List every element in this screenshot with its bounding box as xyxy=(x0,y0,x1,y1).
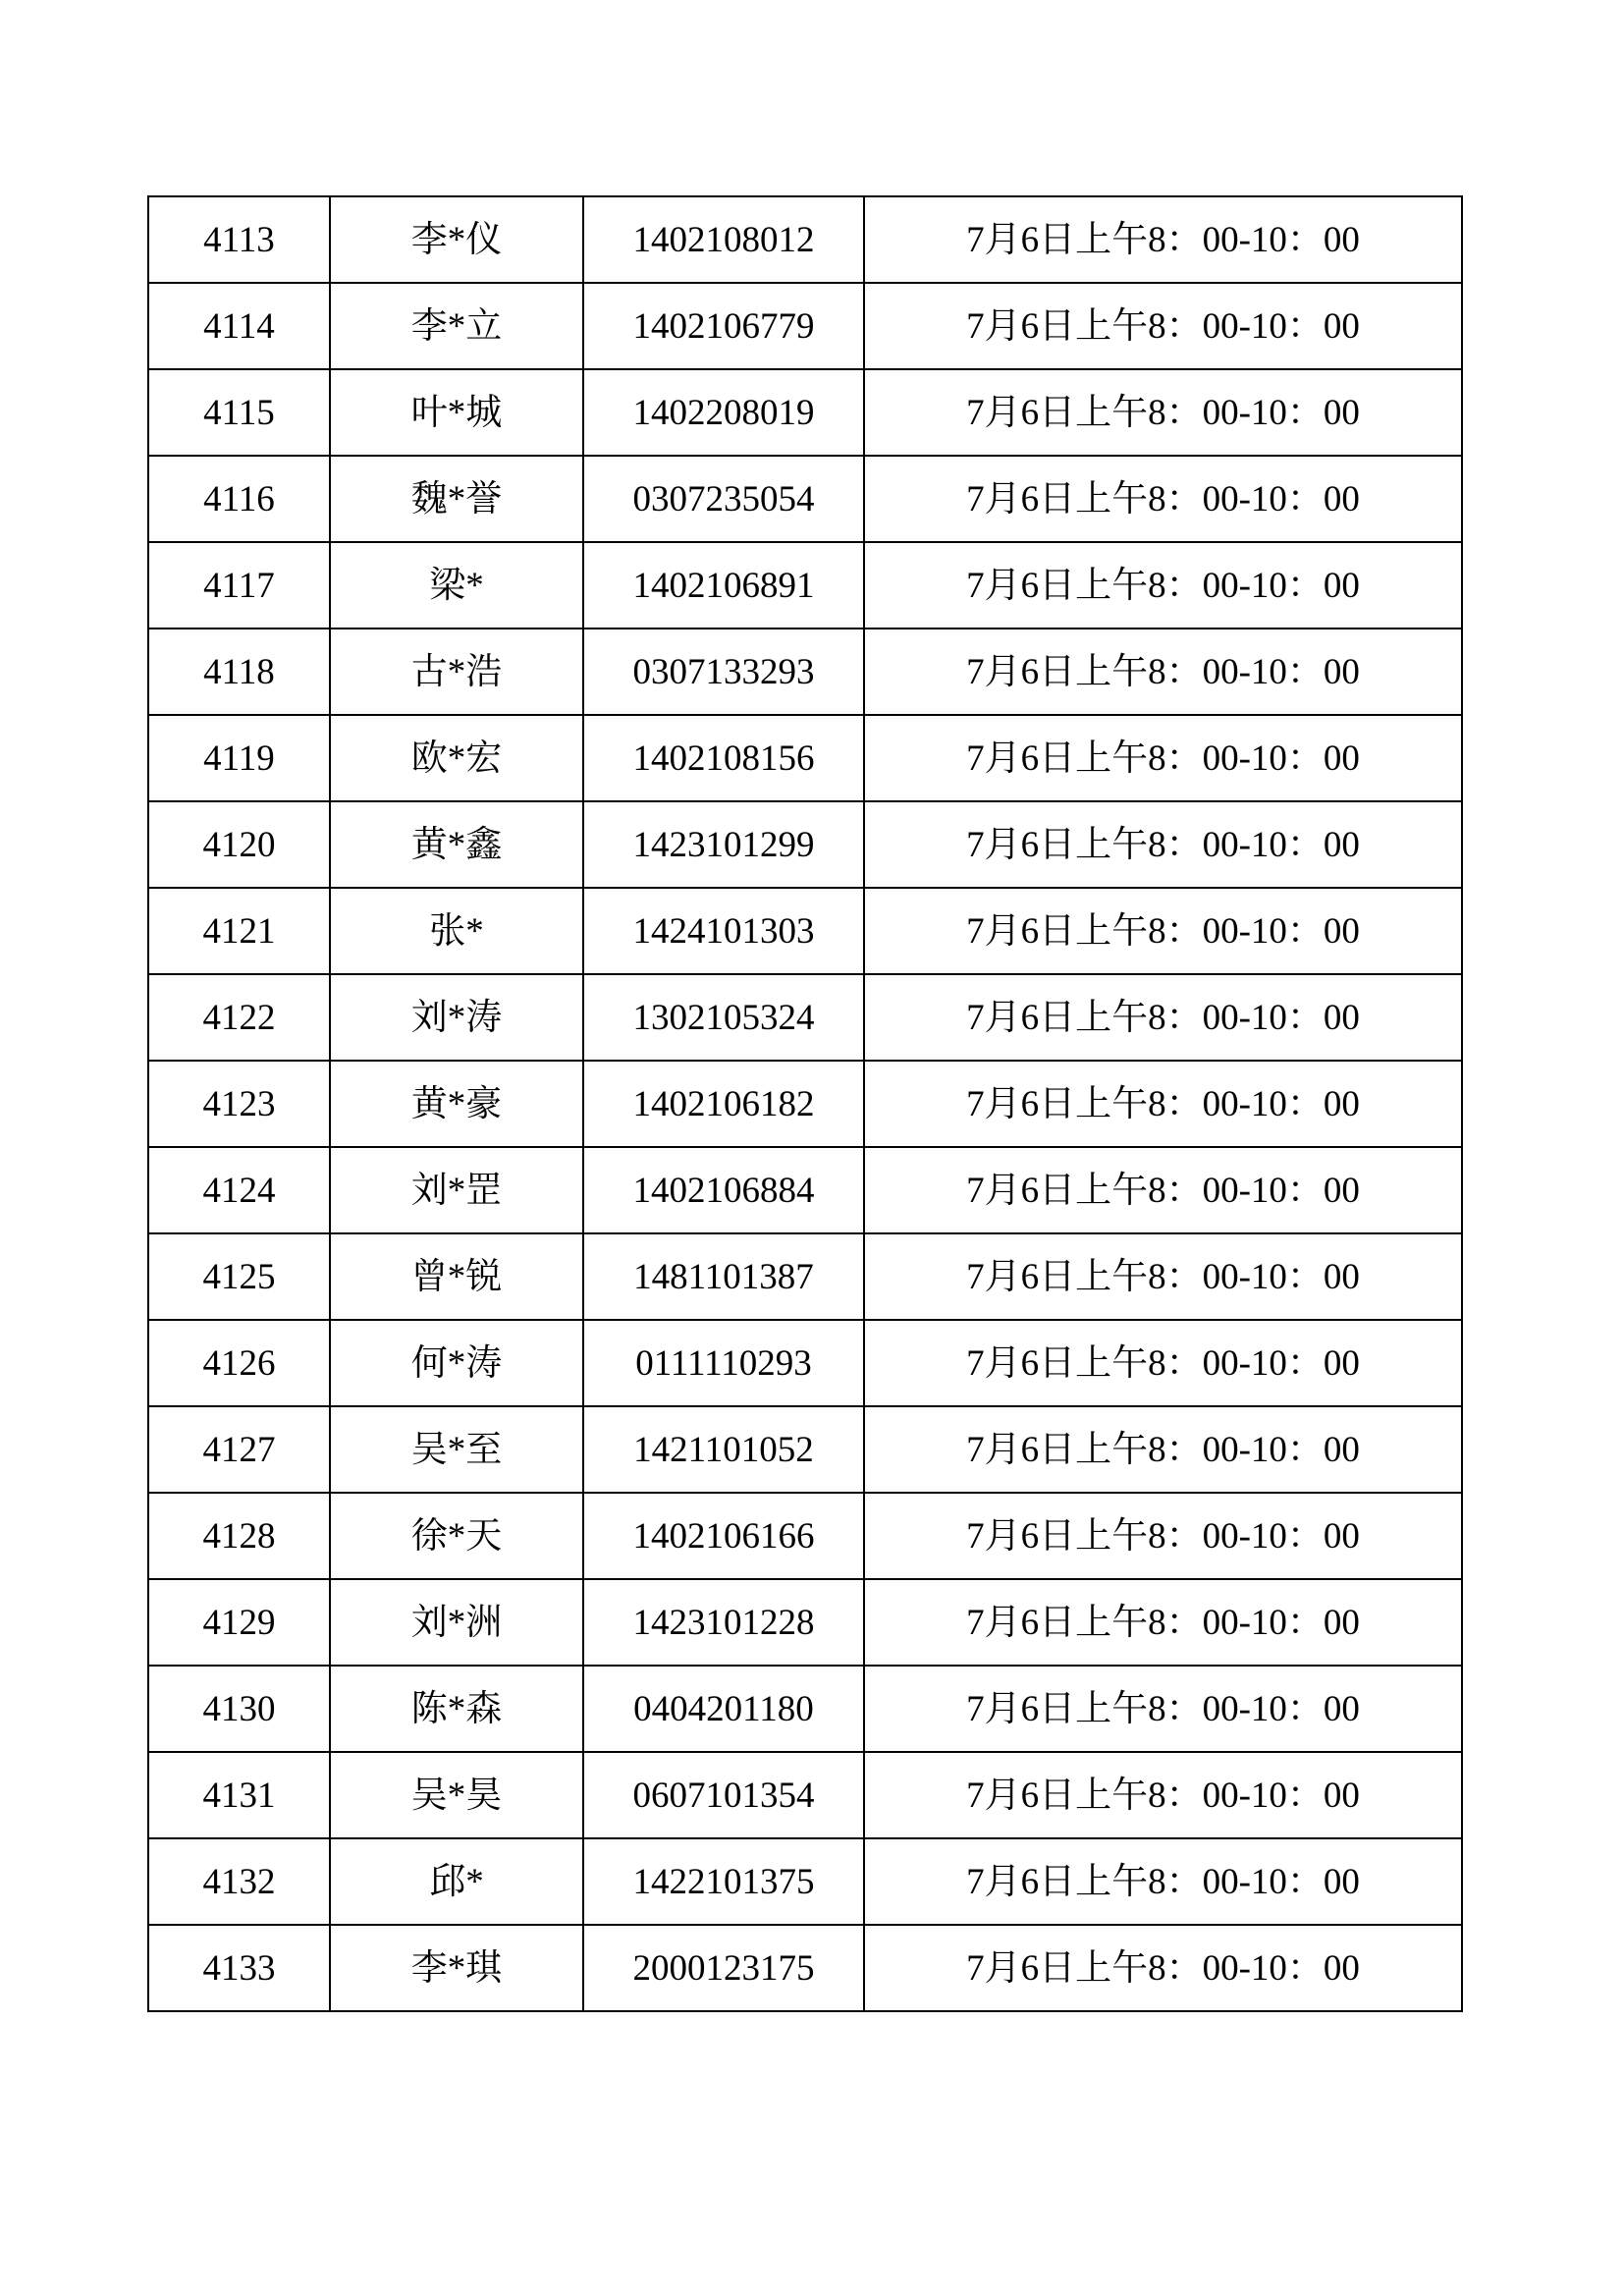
name-cell: 魏*誉 xyxy=(330,456,583,542)
table-row xyxy=(148,888,1462,974)
name-cell: 何*涛 xyxy=(330,1320,583,1406)
seq-cell: 4125 xyxy=(148,1233,330,1320)
time-cell: 7月6日上午8：00-10：00 xyxy=(864,888,1462,974)
name-cell: 徐*天 xyxy=(330,1493,583,1579)
time-cell: 7月6日上午8：00-10：00 xyxy=(864,1752,1462,1838)
name-cell: 李*仪 xyxy=(330,196,583,283)
name-cell: 李*立 xyxy=(330,283,583,369)
name-cell: 吴*昊 xyxy=(330,1752,583,1838)
table-row xyxy=(148,283,1462,369)
seq-cell: 4119 xyxy=(148,715,330,801)
id-cell: 0111110293 xyxy=(583,1320,864,1406)
id-cell: 2000123175 xyxy=(583,1925,864,2011)
seq-cell: 4129 xyxy=(148,1579,330,1666)
table-row xyxy=(148,715,1462,801)
name-cell: 张* xyxy=(330,888,583,974)
seq-cell: 4117 xyxy=(148,542,330,629)
id-cell: 0404201180 xyxy=(583,1666,864,1752)
table-row xyxy=(148,1752,1462,1838)
time-cell: 7月6日上午8：00-10：00 xyxy=(864,1061,1462,1147)
id-cell: 0607101354 xyxy=(583,1752,864,1838)
id-cell: 1402208019 xyxy=(583,369,864,456)
id-cell: 1402108156 xyxy=(583,715,864,801)
time-cell: 7月6日上午8：00-10：00 xyxy=(864,1838,1462,1925)
id-cell: 1424101303 xyxy=(583,888,864,974)
time-cell: 7月6日上午8：00-10：00 xyxy=(864,1493,1462,1579)
id-cell: 1422101375 xyxy=(583,1838,864,1925)
name-cell: 陈*森 xyxy=(330,1666,583,1752)
time-cell: 7月6日上午8：00-10：00 xyxy=(864,456,1462,542)
table-row xyxy=(148,629,1462,715)
seq-cell: 4116 xyxy=(148,456,330,542)
table-row xyxy=(148,1666,1462,1752)
table-row xyxy=(148,1838,1462,1925)
id-cell: 1423101299 xyxy=(583,801,864,888)
name-cell: 黄*鑫 xyxy=(330,801,583,888)
id-cell: 1402106166 xyxy=(583,1493,864,1579)
id-cell: 1402108012 xyxy=(583,196,864,283)
id-cell: 1421101052 xyxy=(583,1406,864,1493)
time-cell: 7月6日上午8：00-10：00 xyxy=(864,1320,1462,1406)
seq-cell: 4122 xyxy=(148,974,330,1061)
seq-cell: 4121 xyxy=(148,888,330,974)
table-row xyxy=(148,974,1462,1061)
seq-cell: 4118 xyxy=(148,629,330,715)
table-row xyxy=(148,1147,1462,1233)
seq-cell: 4133 xyxy=(148,1925,330,2011)
seq-cell: 4126 xyxy=(148,1320,330,1406)
time-cell: 7月6日上午8：00-10：00 xyxy=(864,1147,1462,1233)
name-cell: 刘*罡 xyxy=(330,1147,583,1233)
table-row xyxy=(148,801,1462,888)
time-cell: 7月6日上午8：00-10：00 xyxy=(864,1579,1462,1666)
table-row xyxy=(148,1233,1462,1320)
time-cell: 7月6日上午8：00-10：00 xyxy=(864,1666,1462,1752)
table-row xyxy=(148,1406,1462,1493)
time-cell: 7月6日上午8：00-10：00 xyxy=(864,196,1462,283)
name-cell: 李*琪 xyxy=(330,1925,583,2011)
roster-table xyxy=(147,195,1463,2012)
seq-cell: 4132 xyxy=(148,1838,330,1925)
id-cell: 0307133293 xyxy=(583,629,864,715)
name-cell: 刘*涛 xyxy=(330,974,583,1061)
time-cell: 7月6日上午8：00-10：00 xyxy=(864,369,1462,456)
id-cell: 1423101228 xyxy=(583,1579,864,1666)
seq-cell: 4127 xyxy=(148,1406,330,1493)
id-cell: 0307235054 xyxy=(583,456,864,542)
id-cell: 1402106779 xyxy=(583,283,864,369)
time-cell: 7月6日上午8：00-10：00 xyxy=(864,974,1462,1061)
time-cell: 7月6日上午8：00-10：00 xyxy=(864,542,1462,629)
time-cell: 7月6日上午8：00-10：00 xyxy=(864,715,1462,801)
name-cell: 古*浩 xyxy=(330,629,583,715)
seq-cell: 4115 xyxy=(148,369,330,456)
seq-cell: 4113 xyxy=(148,196,330,283)
table-row xyxy=(148,456,1462,542)
seq-cell: 4131 xyxy=(148,1752,330,1838)
name-cell: 刘*洲 xyxy=(330,1579,583,1666)
seq-cell: 4128 xyxy=(148,1493,330,1579)
id-cell: 1481101387 xyxy=(583,1233,864,1320)
time-cell: 7月6日上午8：00-10：00 xyxy=(864,1233,1462,1320)
seq-cell: 4124 xyxy=(148,1147,330,1233)
name-cell: 吴*至 xyxy=(330,1406,583,1493)
table-row xyxy=(148,1579,1462,1666)
id-cell: 1402106182 xyxy=(583,1061,864,1147)
table-row xyxy=(148,369,1462,456)
time-cell: 7月6日上午8：00-10：00 xyxy=(864,1925,1462,2011)
seq-cell: 4130 xyxy=(148,1666,330,1752)
table-row xyxy=(148,1925,1462,2011)
seq-cell: 4123 xyxy=(148,1061,330,1147)
table-row xyxy=(148,542,1462,629)
name-cell: 黄*豪 xyxy=(330,1061,583,1147)
name-cell: 邱* xyxy=(330,1838,583,1925)
time-cell: 7月6日上午8：00-10：00 xyxy=(864,801,1462,888)
id-cell: 1402106884 xyxy=(583,1147,864,1233)
table-row xyxy=(148,1061,1462,1147)
id-cell: 1302105324 xyxy=(583,974,864,1061)
table-row xyxy=(148,1493,1462,1579)
time-cell: 7月6日上午8：00-10：00 xyxy=(864,283,1462,369)
name-cell: 欧*宏 xyxy=(330,715,583,801)
table-row xyxy=(148,1320,1462,1406)
time-cell: 7月6日上午8：00-10：00 xyxy=(864,629,1462,715)
id-cell: 1402106891 xyxy=(583,542,864,629)
time-cell: 7月6日上午8：00-10：00 xyxy=(864,1406,1462,1493)
name-cell: 叶*城 xyxy=(330,369,583,456)
seq-cell: 4120 xyxy=(148,801,330,888)
table-row xyxy=(148,196,1462,283)
seq-cell: 4114 xyxy=(148,283,330,369)
name-cell: 梁* xyxy=(330,542,583,629)
name-cell: 曾*锐 xyxy=(330,1233,583,1320)
